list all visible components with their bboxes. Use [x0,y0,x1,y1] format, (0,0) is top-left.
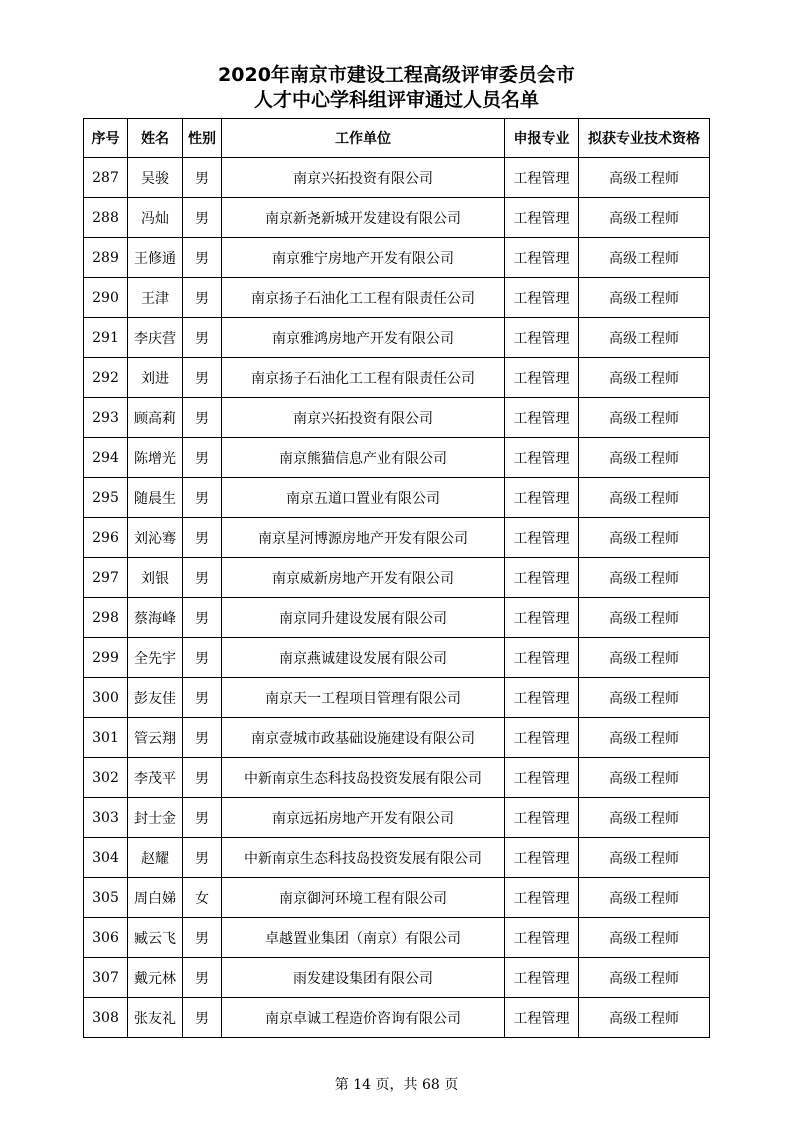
cell-qualification: 高级工程师 [579,198,710,238]
cell-specialty: 工程管理 [505,998,579,1038]
cell-employer: 南京兴拓投资有限公司 [222,398,505,438]
cell-specialty: 工程管理 [505,918,579,958]
cell-name: 张友礼 [128,998,183,1038]
cell-qualification: 高级工程师 [579,958,710,998]
cell-gender: 男 [183,718,222,758]
cell-qualification: 高级工程师 [579,678,710,718]
cell-employer: 南京扬子石油化工工程有限责任公司 [222,278,505,318]
cell-name: 冯灿 [128,198,183,238]
cell-gender: 男 [183,998,222,1038]
table-row [84,758,710,798]
cell-index: 299 [84,638,128,678]
cell-specialty: 工程管理 [505,398,579,438]
cell-gender: 男 [183,638,222,678]
cell-gender: 男 [183,518,222,558]
cell-gender: 男 [183,798,222,838]
cell-specialty: 工程管理 [505,238,579,278]
table-header-row [84,119,710,158]
cell-qualification: 高级工程师 [579,918,710,958]
cell-qualification: 高级工程师 [579,238,710,278]
cell-specialty: 工程管理 [505,278,579,318]
cell-employer: 中新南京生态科技岛投资发展有限公司 [222,758,505,798]
page-footer: 第 14 页，共 68 页 [334,1077,459,1093]
cell-index: 308 [84,998,128,1038]
cell-name: 全先宇 [128,638,183,678]
cell-name: 吴骏 [128,158,183,198]
cell-index: 303 [84,798,128,838]
cell-employer: 南京天一工程项目管理有限公司 [222,678,505,718]
cell-index: 300 [84,678,128,718]
cell-name: 顾高莉 [128,398,183,438]
cell-employer: 南京五道口置业有限公司 [222,478,505,518]
cell-name: 随晨生 [128,478,183,518]
table-row [84,198,710,238]
table-row [84,158,710,198]
cell-qualification: 高级工程师 [579,358,710,398]
cell-employer: 南京新尧新城开发建设有限公司 [222,198,505,238]
cell-employer: 卓越置业集团（南京）有限公司 [222,918,505,958]
cell-specialty: 工程管理 [505,158,579,198]
cell-gender: 男 [183,358,222,398]
header-employer: 工作单位 [222,119,505,158]
table-row [84,398,710,438]
cell-name: 李庆营 [128,318,183,358]
cell-gender: 女 [183,878,222,918]
table-row [84,718,710,758]
cell-employer: 雨发建设集团有限公司 [222,958,505,998]
cell-employer: 南京燕诚建设发展有限公司 [222,638,505,678]
header-index: 序号 [84,119,128,158]
cell-specialty: 工程管理 [505,558,579,598]
cell-qualification: 高级工程师 [579,718,710,758]
cell-gender: 男 [183,198,222,238]
cell-qualification: 高级工程师 [579,398,710,438]
personnel-table [83,118,710,1038]
cell-index: 294 [84,438,128,478]
cell-gender: 男 [183,438,222,478]
cell-qualification: 高级工程师 [579,878,710,918]
header-specialty: 申报专业 [505,119,579,158]
cell-index: 306 [84,918,128,958]
cell-name: 刘沁骞 [128,518,183,558]
cell-name: 李茂平 [128,758,183,798]
header-gender: 性别 [183,119,222,158]
cell-index: 307 [84,958,128,998]
table-row [84,958,710,998]
cell-specialty: 工程管理 [505,358,579,398]
cell-name: 管云翔 [128,718,183,758]
table-row [84,838,710,878]
cell-employer: 中新南京生态科技岛投资发展有限公司 [222,838,505,878]
cell-index: 295 [84,478,128,518]
table-row [84,438,710,478]
cell-specialty: 工程管理 [505,598,579,638]
cell-index: 297 [84,558,128,598]
cell-index: 292 [84,358,128,398]
cell-qualification: 高级工程师 [579,518,710,558]
cell-gender: 男 [183,958,222,998]
table-row [84,678,710,718]
cell-gender: 男 [183,758,222,798]
cell-gender: 男 [183,678,222,718]
cell-qualification: 高级工程师 [579,318,710,358]
cell-gender: 男 [183,598,222,638]
cell-specialty: 工程管理 [505,518,579,558]
cell-name: 刘银 [128,558,183,598]
cell-qualification: 高级工程师 [579,158,710,198]
cell-specialty: 工程管理 [505,198,579,238]
cell-employer: 南京威新房地产开发有限公司 [222,558,505,598]
cell-name: 陈增光 [128,438,183,478]
cell-index: 290 [84,278,128,318]
cell-index: 302 [84,758,128,798]
table-row [84,238,710,278]
cell-employer: 南京星河博源房地产开发有限公司 [222,518,505,558]
table-row [84,598,710,638]
cell-gender: 男 [183,318,222,358]
cell-employer: 南京扬子石油化工工程有限责任公司 [222,358,505,398]
document-title-line-2: 人才中心学科组评审通过人员名单 [253,89,539,111]
cell-index: 289 [84,238,128,278]
cell-employer: 南京雅宁房地产开发有限公司 [222,238,505,278]
cell-name: 周白娣 [128,878,183,918]
cell-employer: 南京兴拓投资有限公司 [222,158,505,198]
cell-employer: 南京壹城市政基础设施建设有限公司 [222,718,505,758]
table-row [84,878,710,918]
cell-qualification: 高级工程师 [579,638,710,678]
cell-specialty: 工程管理 [505,438,579,478]
cell-gender: 男 [183,478,222,518]
cell-gender: 男 [183,158,222,198]
table-row [84,358,710,398]
cell-gender: 男 [183,558,222,598]
table-row [84,318,710,358]
cell-qualification: 高级工程师 [579,438,710,478]
cell-specialty: 工程管理 [505,878,579,918]
cell-employer: 南京熊猫信息产业有限公司 [222,438,505,478]
cell-employer: 南京卓诚工程造价咨询有限公司 [222,998,505,1038]
cell-name: 王津 [128,278,183,318]
table-row [84,638,710,678]
cell-qualification: 高级工程师 [579,838,710,878]
cell-specialty: 工程管理 [505,638,579,678]
cell-index: 301 [84,718,128,758]
cell-qualification: 高级工程师 [579,278,710,318]
cell-specialty: 工程管理 [505,478,579,518]
cell-gender: 男 [183,918,222,958]
table-row [84,478,710,518]
document-title-line-1: 2020年南京市建设工程高级评审委员会市 [218,64,575,86]
cell-index: 298 [84,598,128,638]
cell-specialty: 工程管理 [505,758,579,798]
cell-employer: 南京雅鸿房地产开发有限公司 [222,318,505,358]
table-row [84,798,710,838]
cell-employer: 南京同升建设发展有限公司 [222,598,505,638]
cell-index: 287 [84,158,128,198]
cell-gender: 男 [183,238,222,278]
cell-gender: 男 [183,278,222,318]
table-row [84,998,710,1038]
cell-name: 赵耀 [128,838,183,878]
cell-index: 293 [84,398,128,438]
cell-specialty: 工程管理 [505,318,579,358]
table-row [84,278,710,318]
cell-specialty: 工程管理 [505,958,579,998]
table-body [84,158,710,1038]
cell-gender: 男 [183,398,222,438]
cell-index: 304 [84,838,128,878]
cell-employer: 南京御河环境工程有限公司 [222,878,505,918]
header-qualification: 拟获专业技术资格 [579,119,710,158]
cell-name: 王修通 [128,238,183,278]
table-row [84,518,710,558]
cell-specialty: 工程管理 [505,678,579,718]
cell-qualification: 高级工程师 [579,558,710,598]
cell-name: 蔡海峰 [128,598,183,638]
cell-index: 288 [84,198,128,238]
cell-name: 彭友佳 [128,678,183,718]
cell-employer: 南京远拓房地产开发有限公司 [222,798,505,838]
cell-qualification: 高级工程师 [579,758,710,798]
table-row [84,558,710,598]
cell-qualification: 高级工程师 [579,998,710,1038]
cell-name: 臧云飞 [128,918,183,958]
cell-specialty: 工程管理 [505,838,579,878]
header-name: 姓名 [128,119,183,158]
cell-name: 封士金 [128,798,183,838]
cell-index: 305 [84,878,128,918]
cell-name: 戴元林 [128,958,183,998]
cell-specialty: 工程管理 [505,718,579,758]
cell-gender: 男 [183,838,222,878]
cell-name: 刘进 [128,358,183,398]
cell-qualification: 高级工程师 [579,598,710,638]
cell-qualification: 高级工程师 [579,798,710,838]
cell-qualification: 高级工程师 [579,478,710,518]
cell-index: 296 [84,518,128,558]
table-row [84,918,710,958]
cell-index: 291 [84,318,128,358]
cell-specialty: 工程管理 [505,798,579,838]
